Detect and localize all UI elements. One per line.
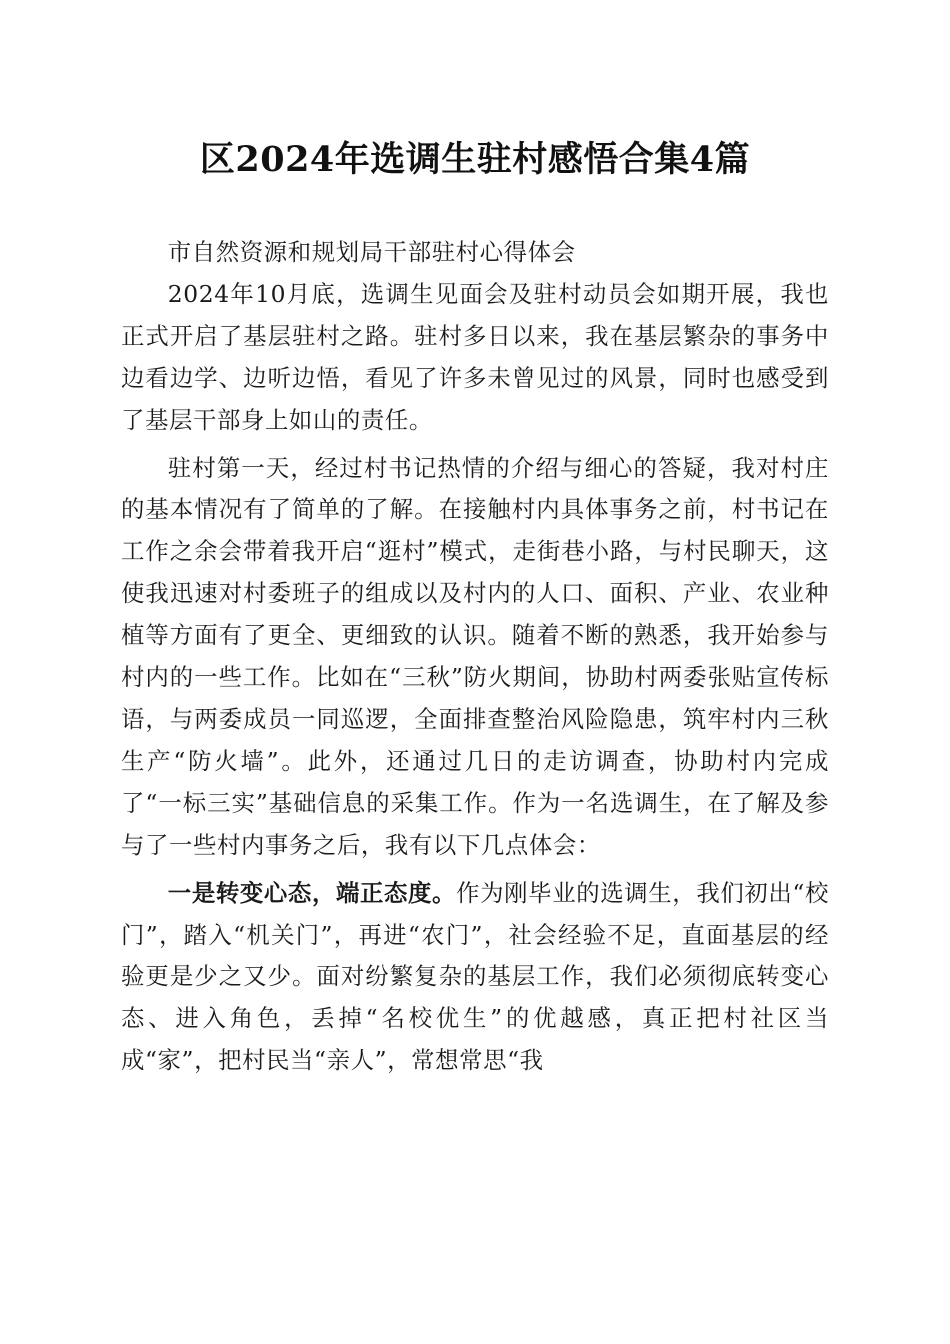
document-body [121,232,829,1082]
point-one-heading: 一是转变心态，端正态度。 [167,878,457,907]
document-title: 区2024年选调生驻村感悟合集4篇 [199,139,751,180]
paragraph-1: 2024年10月底，选调生见面会及驻村动员会如期开展，我也正式开启了基层驻村之路。驻村多日以来，我在基层繁杂的事务中边看边学、边听边悟，看见了许多未曾见过的风景，同时也感受到了基层干部身上如山的责任。 [121,279,829,434]
point-one-text: 作为刚毕业的选调生，我们初出“校门”，踏入“机关门”，再进“农门”，社会经验不足，直面基层的经验更是少之又少。面对纷繁复杂的基层工作，我们必须彻底转变心态、进入角色，丢掉“名校优生”的优越感，真正把村社区当成“家”，把村民当“亲人”，常想常思“我 [121,878,830,1075]
paragraph-2: 驻村第一天，经过村书记热情的介绍与细心的答疑，我对村庄的基本情况有了简单的了解。在接触村内具体事务之前，村书记在工作之余会带着我开启“逛村”模式，走街巷小路，与村民聊天，这使我迅速对村委班子的组成以及村内的人口、面积、产业、农业种植等方面有了更全、更细致的认识。随着不断的熟悉，我开始参与村内的一些工作。比如在“三秋”防火期间，协助村两委张贴宣传标语，与两委成员一同巡逻，全面排查整治风险隐患，筑牢村内三秋生产“防火墙”。此外，还通过几日的走访调查，协助村内完成了“一标三实”基础信息的采集工作。作为一名选调生，在了解及参与了一些村内事务之后，我有以下几点体会： [121,453,829,859]
document-subtitle: 市自然资源和规划局干部驻村心得体会 [167,238,576,266]
paragraph-3 [121,873,829,1083]
